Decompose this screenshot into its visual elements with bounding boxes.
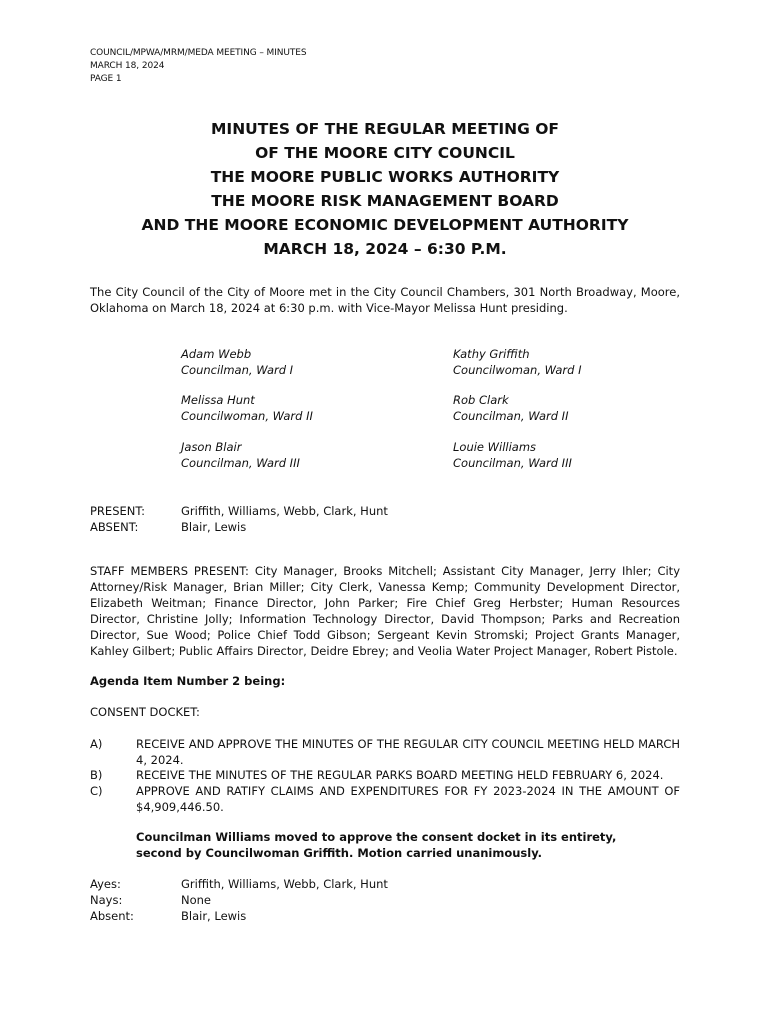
header-meeting-line: COUNCIL/MPWA/MRM/MEDA MEETING – MINUTES	[90, 48, 307, 58]
intro-paragraph: The City Council of the City of Moore met in the City Council Chambers, 301 North Broadway, Moore, Oklahoma on March 18, 2024 at 6:30 p.m. with Vice-Mayor Melissa Hunt presiding.	[90, 285, 680, 315]
motion-text: Councilman Williams moved to approve the consent docket in its entirety, second by Councilwoman Griffith. Motion carried unanimously.	[136, 830, 617, 860]
title-line-6: MARCH 18, 2024 – 6:30 P.M.	[263, 240, 507, 258]
member-title: Councilman, Ward II	[453, 409, 569, 423]
present-label: PRESENT:	[90, 504, 145, 518]
item-c-text: APPROVE AND RATIFY CLAIMS AND EXPENDITURES FOR FY 2023-2024 IN THE AMOUNT OF $4,909,446.50.	[136, 784, 680, 814]
item-c-letter: C)	[90, 784, 103, 798]
title-line-5: AND THE MOORE ECONOMIC DEVELOPMENT AUTHORITY	[141, 216, 629, 234]
member-name: Melissa Hunt	[181, 393, 255, 407]
item-b-text: RECEIVE THE MINUTES OF THE REGULAR PARKS BOARD MEETING HELD FEBRUARY 6, 2024.	[136, 768, 664, 782]
present-value: Griffith, Williams, Webb, Clark, Hunt	[181, 504, 388, 518]
document-title	[90, 117, 680, 261]
absent-value: Blair, Lewis	[181, 520, 247, 534]
member-louie-williams	[453, 439, 572, 471]
member-name: Adam Webb	[181, 347, 252, 361]
item-a-text: RECEIVE AND APPROVE THE MINUTES OF THE REGULAR CITY COUNCIL MEETING HELD MARCH 4, 2024.	[136, 737, 680, 767]
title-line-4: THE MOORE RISK MANAGEMENT BOARD	[211, 192, 559, 210]
vote-absent-label: Absent:	[90, 909, 134, 923]
nays-value: None	[181, 893, 212, 907]
member-title: Councilman, Ward III	[453, 456, 572, 470]
header-date-line: MARCH 18, 2024	[90, 61, 165, 71]
nays-label: Nays:	[90, 893, 123, 907]
member-name: Louie Williams	[453, 440, 537, 454]
member-name: Jason Blair	[181, 440, 242, 454]
item-a-letter: A)	[90, 737, 103, 751]
title-line-2: OF THE MOORE CITY COUNCIL	[255, 144, 515, 162]
ayes-value: Griffith, Williams, Webb, Clark, Hunt	[181, 877, 388, 891]
ayes-label: Ayes:	[90, 877, 121, 891]
member-melissa-hunt	[181, 392, 313, 424]
title-line-1: MINUTES OF THE REGULAR MEETING OF	[211, 120, 559, 138]
absent-label: ABSENT:	[90, 520, 139, 534]
member-name: Rob Clark	[453, 393, 509, 407]
staff-paragraph: STAFF MEMBERS PRESENT: City Manager, Brooks Mitchell; Assistant City Manager, Jerry Ihler; City Attorney/Risk Manager, Brian Miller; City Clerk, Vanessa Kemp; Community Development Director, Elizabeth Weitman; Finance Director, John Parker; Fire Chief Greg Herbster; Human Resources Director, Christine Jolly; Information Technology Director, David Thompson; Parks and Recreation Director, Sue Wood; Police Chief Todd Gibson; Sergeant Kevin Stromski; Project Grants Manager, Kahley Gilbert; Public Affairs Director, Deidre Ebrey; and Veolia Water Project Manager, Robert Pistole.	[90, 564, 680, 658]
running-header	[90, 47, 306, 86]
title-line-3: THE MOORE PUBLIC WORKS AUTHORITY	[210, 168, 560, 186]
member-title: Councilwoman, Ward I	[453, 363, 582, 377]
member-rob-clark	[453, 392, 568, 424]
member-adam-webb	[181, 346, 293, 378]
agenda-heading: Agenda Item Number 2 being:	[90, 674, 286, 688]
member-title: Councilman, Ward III	[181, 456, 300, 470]
member-jason-blair	[181, 439, 300, 471]
item-b-letter: B)	[90, 768, 103, 782]
header-page-line: PAGE 1	[90, 74, 122, 84]
member-kathy-griffith	[453, 346, 582, 378]
consent-docket-label: CONSENT DOCKET:	[90, 705, 200, 719]
member-title: Councilwoman, Ward II	[181, 409, 313, 423]
member-title: Councilman, Ward I	[181, 363, 294, 377]
vote-absent-value: Blair, Lewis	[181, 909, 247, 923]
member-name: Kathy Griffith	[453, 347, 530, 361]
